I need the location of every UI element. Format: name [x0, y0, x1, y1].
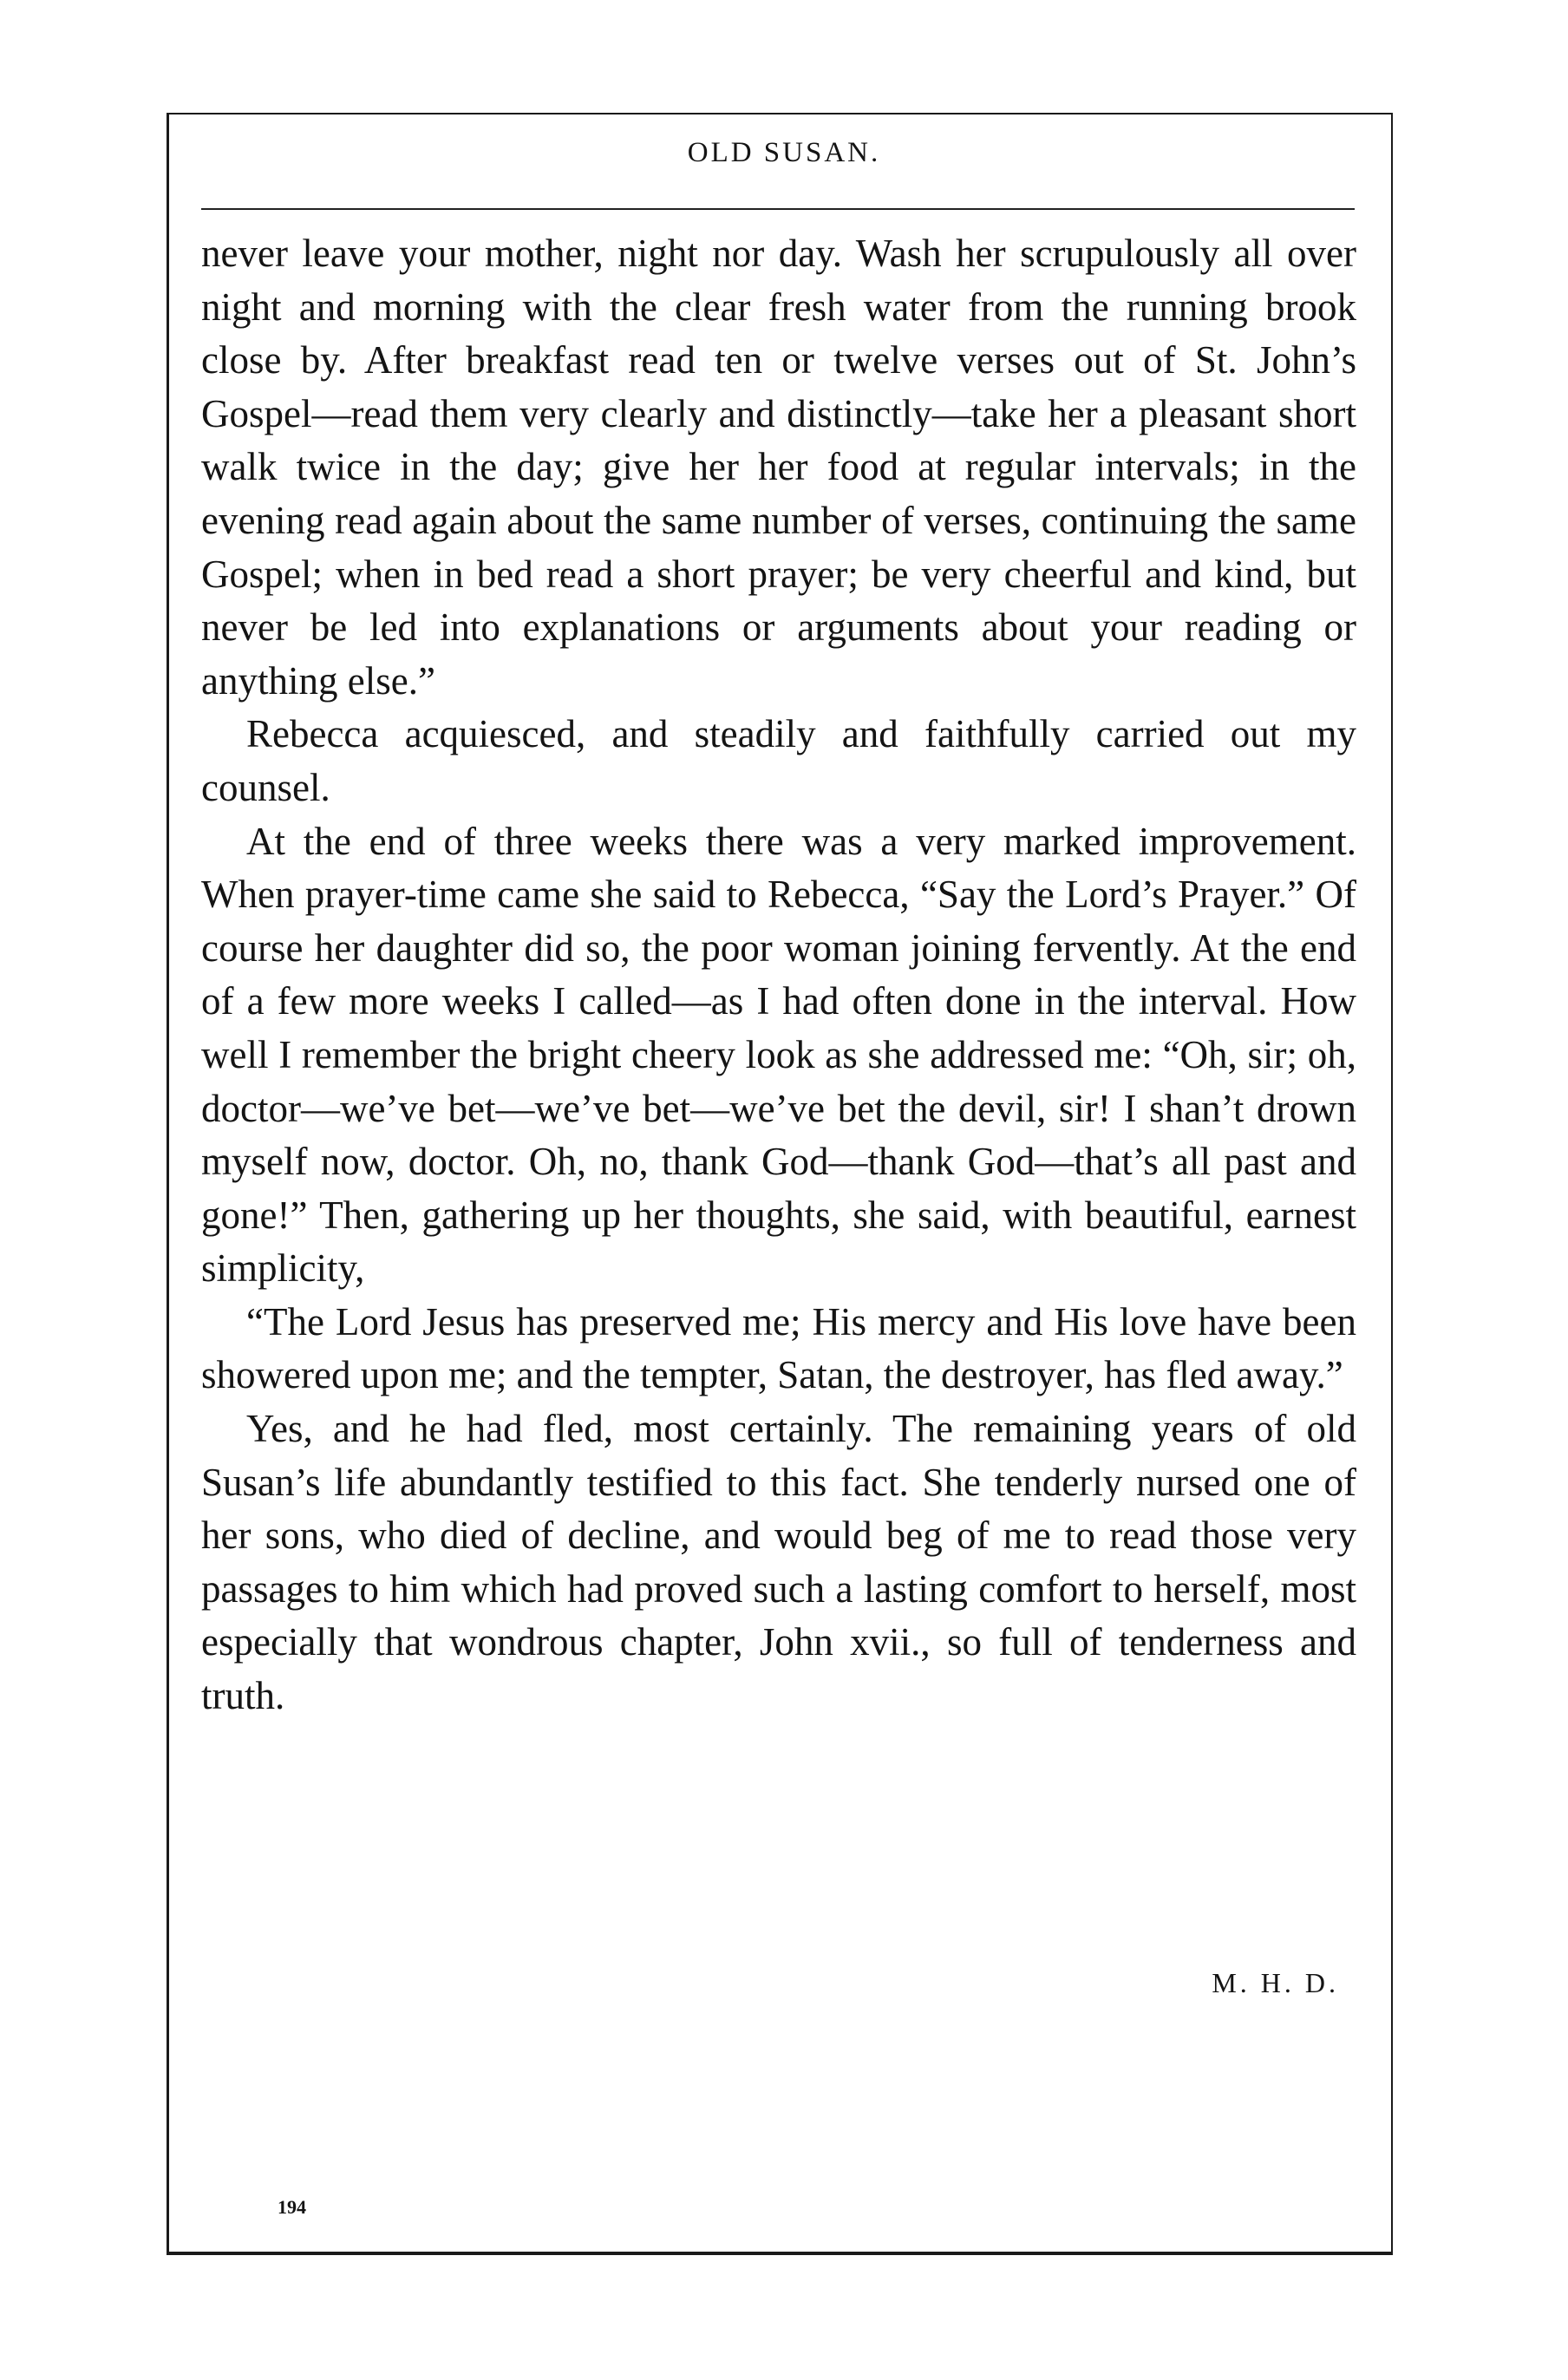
paragraph-3: At the end of three weeks there was a very marked improvement. When prayer-time came she said to Rebecca, “Say the Lord’s Prayer.” Of course her daughter did so, the poor woman joining fervently. At the end of a few more weeks I called—as I had often done in the interval. How well I remember the bright cheery look as she addressed me: “Oh, sir; oh, doctor—we’ve bet—we’ve bet—we’ve bet the devil, sir! I shan’t drown myself now, doctor. Oh, no, thank God—thank God—that’s all past and gone!” Then, gathering up her thoughts, she said, with beautiful, earnest simplicity,: [201, 819, 1356, 1291]
body-text: [201, 227, 1356, 1723]
running-head: OLD SUSAN.: [687, 137, 881, 168]
paragraph-1: never leave your mother, night nor day. Wash her scrupulously all over night and morning with the clear fresh water from the running brook close by. After breakfast read ten or twelve verses out of St. John’s Gospel—read them very clearly and distinctly—take her a pleasant short walk twice in the day; give her her food at regular intervals; in the evening read again about the same number of verses, continuing the same Gospel; when in bed read a short prayer; be very cheerful and kind, but never be led into explanations or arguments about your reading or anything else.”: [201, 232, 1356, 703]
paragraph-2: Rebecca acquiesced, and steadily and faithfully carried out my counsel.: [201, 712, 1356, 809]
author-signature: M. H. D.: [1212, 1967, 1339, 1998]
paragraph-5: Yes, and he had fled, most certainly. The remaining years of old Susan’s life abundantly testified to this fact. She tenderly nursed one of her sons, who died of decline, and would beg of me to read those very passages to him which had proved such a lasting comfort to herself, most especially that wondrous chapter, John xvii., so full of tenderness and truth.: [201, 1407, 1356, 1718]
page-number: 194: [278, 2196, 306, 2218]
header-rule: [201, 208, 1355, 210]
paragraph-4: “The Lord Jesus has preserved me; His mercy and His love have been showered upon me; and the tempter, Satan, the destroyer, has fled away.”: [201, 1299, 1356, 1397]
